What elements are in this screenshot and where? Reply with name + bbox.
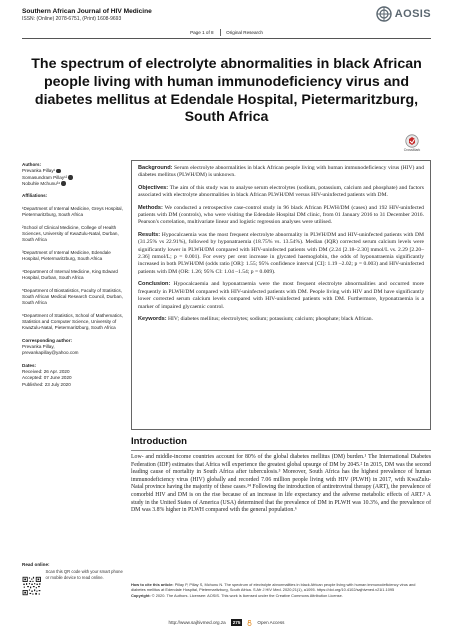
affiliation-item: ⁶Department of Statistics, School of Mathematics, Statistics and Computer Science, University of KwaZulu-Natal, Pietermaritzburg, South Africa <box>22 312 123 331</box>
how-to-cite-label: How to cite this article: <box>131 582 174 587</box>
open-access-label: Open Access <box>257 620 285 625</box>
how-to-cite-text[interactable]: Pillay P, Pillay S, Mchunu N. The spectrum of electrolyte abnormalities in black African people living with human immunodeficiency virus and diabetes mellitus at Edendale Hospital, Pietermaritzburg, South Africa. S Afr J HIV Med. 2020;21(1), a1095. https://doi.org/10.4102/sajhivmed.v21i1.1095 <box>131 582 416 593</box>
read-online-box <box>22 562 124 603</box>
abstract-background <box>138 165 424 180</box>
read-online-heading: Read online: <box>22 562 50 567</box>
abstract-methods <box>138 205 424 227</box>
keywords-label: Keywords: <box>138 315 167 322</box>
crossmark-label: CrossMark <box>403 148 421 152</box>
affiliation-item: ²School of Clinical Medicine, College of Health Sciences, University of KwaZulu-Natal, Durban, South Africa <box>22 224 119 243</box>
introduction-rule <box>131 450 431 451</box>
abstract-keywords <box>138 316 424 323</box>
page-indicator: Page 1 of 8 <box>190 29 214 35</box>
affiliation-item: ¹Department of Internal Medicine, Greys Hospital, Pietermaritzburg, South Africa <box>22 205 123 218</box>
methods-label: Methods: <box>138 204 163 211</box>
read-online-text: Scan this QR code with your smart phone or mobile device to read online. <box>45 569 123 580</box>
introduction-body: Low- and middle-income countries account for 80% of the global diabetes mellitus (DM) burden.¹ The International Diabetes Federation (IDF) estimates that Africa will experience the greatest global upsurge of DM by 2045.² In 2015, DM was the second leading cause of mortality in South Africa after tuberculosis.³ Moreover, South Africa has the highest prevalence of human immunodeficiency virus (HIV) globally and recorded 7.06 million people living with HIV (PLWH) in 2017, with KwaZulu-Natal province having the majority of these cases.³⁴ Following the introduction of antiretroviral therapy (ART), the prevalence of comorbid HIV and DM is on the rise because of an increase in life expectancy and the adverse metabolic effects of ART.⁵ A study in the United States of America (USA) determined that the prevalence of DM in PLWH was 10.3%, and the prevalence of DM was 3.8% higher in PLWH compared with the general population.⁶ <box>131 454 431 514</box>
header-separator <box>220 29 221 36</box>
citation-block <box>131 582 431 600</box>
abstract-objectives <box>138 185 424 200</box>
objectives-text: The aim of this study was to analyse serum electrolytes (sodium, potassium, calcium and phosphate) and factors associated with electrolyte abnormalities in black African PLWH/DM versus HIV-uninfected patients with DM. <box>138 184 424 199</box>
page-header-bar <box>22 27 431 37</box>
article-title: The spectrum of electrolyte abnormalities in black African people living with human immunodeficiency virus and diabetes mellitus at Edendale Hospital, Pietermaritzburg, South Africa <box>31 56 422 126</box>
date-published: Published: 23 July 2020 <box>22 381 71 387</box>
conclusion-label: Conclusion: <box>138 281 171 288</box>
background-text: Serum electrolyte abnormalities in black African people living with human immunodeficiency virus (HIV) and diabetes mellitus (PLWH/DM) is unknown. <box>138 165 424 179</box>
journal-header <box>22 8 152 22</box>
orcid-icon[interactable] <box>68 175 72 179</box>
corresponding-heading: Corresponding author: <box>22 337 73 343</box>
abstract-box <box>131 160 431 430</box>
affiliations-heading: Affiliations: <box>22 193 48 199</box>
author-item: Nobuhle Mchunu³⁴ <box>22 181 124 187</box>
conclusion-text: Hypocalcaemia and hyponatraemia were the most frequent electrolyte abnormalities and occurred more frequently in PLWH/DM compared with HIV-uninfected patients with DM. People living with HIV and DM have significantly lower corrected serum calcium levels compared with HIV-uninfected patients with DM. Furthermore, hyponatraemia is a marker of impaired glycaemic control. <box>138 281 424 310</box>
corresponding-email[interactable]: prevankapillay@yahoo.com <box>22 350 79 356</box>
author-item: Somasundram Pillay¹² <box>22 175 124 181</box>
publisher-logo-text: AOSIS <box>394 8 431 20</box>
results-label: Results: <box>138 231 161 238</box>
journal-name: Southern African Journal of HIV Medicine <box>22 8 152 15</box>
orcid-icon[interactable] <box>61 181 65 185</box>
keywords-text: HIV; diabetes mellitus; electrolytes; sodium; potassium; calcium; phosphate; black African. <box>168 315 373 322</box>
dates-heading: Dates: <box>22 362 37 368</box>
qr-code-icon[interactable] <box>22 569 42 603</box>
crossmark-icon <box>405 134 419 148</box>
aosis-logo-icon <box>376 6 392 22</box>
publisher-logo[interactable] <box>376 6 431 22</box>
author-item: Prevanka Pillay¹ <box>22 168 124 174</box>
header-rule <box>22 38 431 39</box>
page-number: 275 <box>232 620 241 625</box>
date-received: Received: 26 Apr. 2020 <box>22 368 70 374</box>
date-accepted: Accepted: 07 June 2020 <box>22 375 72 381</box>
journal-url-link[interactable]: http://www.sajhivmed.org.za <box>168 620 226 625</box>
copyright-text: © 2020. The Authors. Licensee: AOSIS. This work is licensed under the Creative Commons Attribution License. <box>151 593 343 599</box>
open-access-icon <box>247 620 252 626</box>
abstract-conclusion <box>138 281 424 311</box>
objectives-label: Objectives: <box>138 184 169 191</box>
affiliation-item: ³Department of Internal Medicine, Edendale Hospital, Pietermaritzburg, South Africa <box>22 249 111 262</box>
abstract-results <box>138 232 424 276</box>
crossmark-badge[interactable] <box>403 134 421 152</box>
article-type: Original Research <box>226 29 263 35</box>
affiliation-item: ⁴Department of Internal Medicine, King Edward Hospital, Durban, South Africa <box>22 268 118 281</box>
background-label: Background: <box>138 165 173 171</box>
corresponding-name: Prevanka Pillay, <box>22 344 55 350</box>
affiliation-item: ⁵Department of Biostatistics, Faculty of Statistics, South African Medical Research Council, Durban, South Africa <box>22 287 123 306</box>
methods-text: We conducted a retrospective case-control study in 96 black African PLWH/DM (cases) and 192 HIV-uninfected patients with DM (controls), who were visiting the Edendale Hospital DM clinic, from 01 January 2016 to 31 December 2016. Pearson's correlation, multivariate linear and logistic regression analyses were utilised. <box>138 204 424 226</box>
page-footer <box>0 619 453 626</box>
authors-heading: Authors: <box>22 162 42 167</box>
results-text: Hypocalcaemia was the most frequent electrolyte abnormality in PLWH/DM and HIV-uninfected patients with DM (31.25% vs 22.91%), followed by hyponatraemia (18.75% vs. 13.54%). Median (IQR) corrected serum calcium levels were significantly lower in PLWH/DM compared with HIV-uninfected patients with DM (2.24 [2.18–2.30] mmol/L vs. 2.29 [2.20–2.36] mmol/L; p = 0.001). For every per cent increase in glycated haemoglobin, the odds of hyponatraemia significantly increased in both PLWH/DM (odds ratio [OR]: 1.55; 95% confidence interval [CI]: 1.19 –2.02; p = 0.003) and HIV-uninfected patients with DM (OR: 1.26; 95% CI: 1.04 –1.54; p = 0.009). <box>138 231 424 275</box>
copyright-label: Copyright: <box>131 593 151 599</box>
orcid-icon[interactable] <box>56 169 60 173</box>
journal-issn: ISSN: (Online) 2078-6751, (Print) 1608-9693 <box>22 16 122 22</box>
introduction-heading: Introduction <box>131 436 187 447</box>
article-sidebar <box>22 162 124 388</box>
